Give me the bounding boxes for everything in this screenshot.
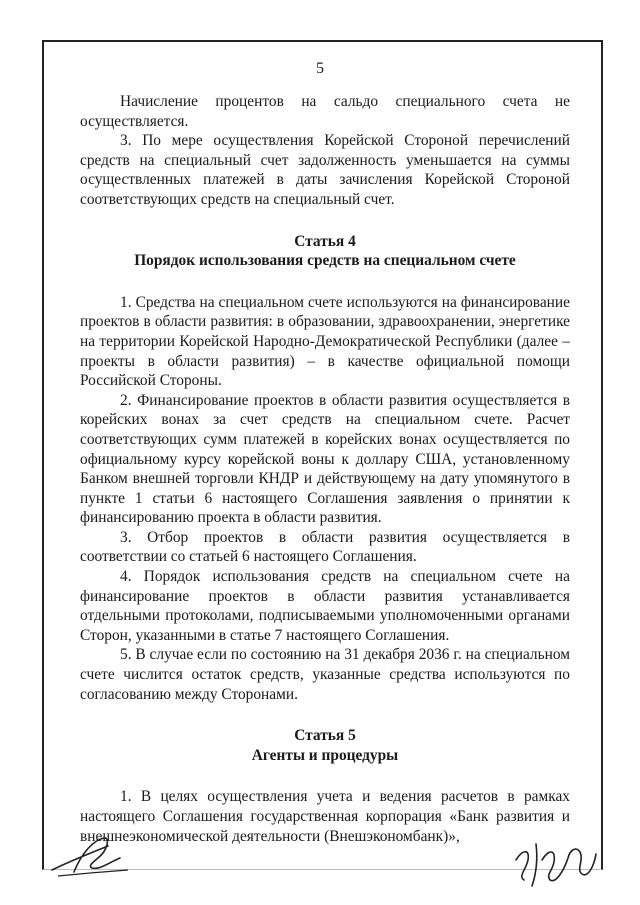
document-body <box>80 92 570 846</box>
article-4-paragraph-2: 2. Финансирование проектов в области развития осуществляется в корейских вонах за счет средств на специальном счете. Расчет соответствующих сумм платежей в корейских вонах осуществляется по официальному курсу корейской воны к доллару США, установленному Банком внешней торговли КНДР и действующему на дату упомянутого в пункте 1 статьи 6 настоящего Соглашения заявления о принятии к финансированию проекта в области развития. <box>80 391 570 527</box>
page-number: 5 <box>316 60 324 77</box>
article-4-paragraph-1: 1. Средства на специальном счете используются на финансирование проектов в области развития: в образовании, здравоохранении, энергетике на территории Корейской Народно-Демократической Республики (далее – проекты в области развития) – в качестве официальной помощи Российской Стороны. <box>80 293 570 390</box>
article-4-paragraph-4: 4. Порядок использования средств на специальном счете на финансирование проектов в области развития устанавливается отдельными протоколами, подписываемыми уполномоченными органами Сторон, указанными в статье 7 настоящего Соглашения. <box>80 568 570 644</box>
article-5-paragraph-1: 1. В целях осуществления учета и ведения расчетов в рамках настоящего Соглашения государственная корпорация «Банк развития и внешнеэкономической деятельности (Внешэкономбанк)», <box>80 788 570 845</box>
article-4-paragraph-5: 5. В случае если по состоянию на 31 декабря 2036 г. на специальном счете числится остаток средств, указанные средства используются по согласованию между Сторонами. <box>80 646 570 703</box>
article-4-title: Статья 4 <box>294 232 356 250</box>
signature-left-initials <box>48 832 138 882</box>
paragraph-interest: Начисление процентов на сальдо специального счета не осуществляется. <box>80 93 570 130</box>
signature-right-initials <box>510 830 600 890</box>
paragraph-3: 3. По мере осуществления Корейской Стороной перечислений средств на специальный счет задолженность уменьшается на суммы осуществленных платежей в даты зачисления Корейской Стороной соответствующих средств на специальный счет. <box>80 132 570 208</box>
article-4-paragraph-3: 3. Отбор проектов в области развития осуществляется в соответствии со статьей 6 настоящего Соглашения. <box>80 528 570 566</box>
article-5-subtitle: Агенты и процедуры <box>251 746 399 764</box>
article-5-title: Статья 5 <box>294 727 356 745</box>
article-4-subtitle: Порядок использования средств на специальном счете <box>134 252 516 270</box>
